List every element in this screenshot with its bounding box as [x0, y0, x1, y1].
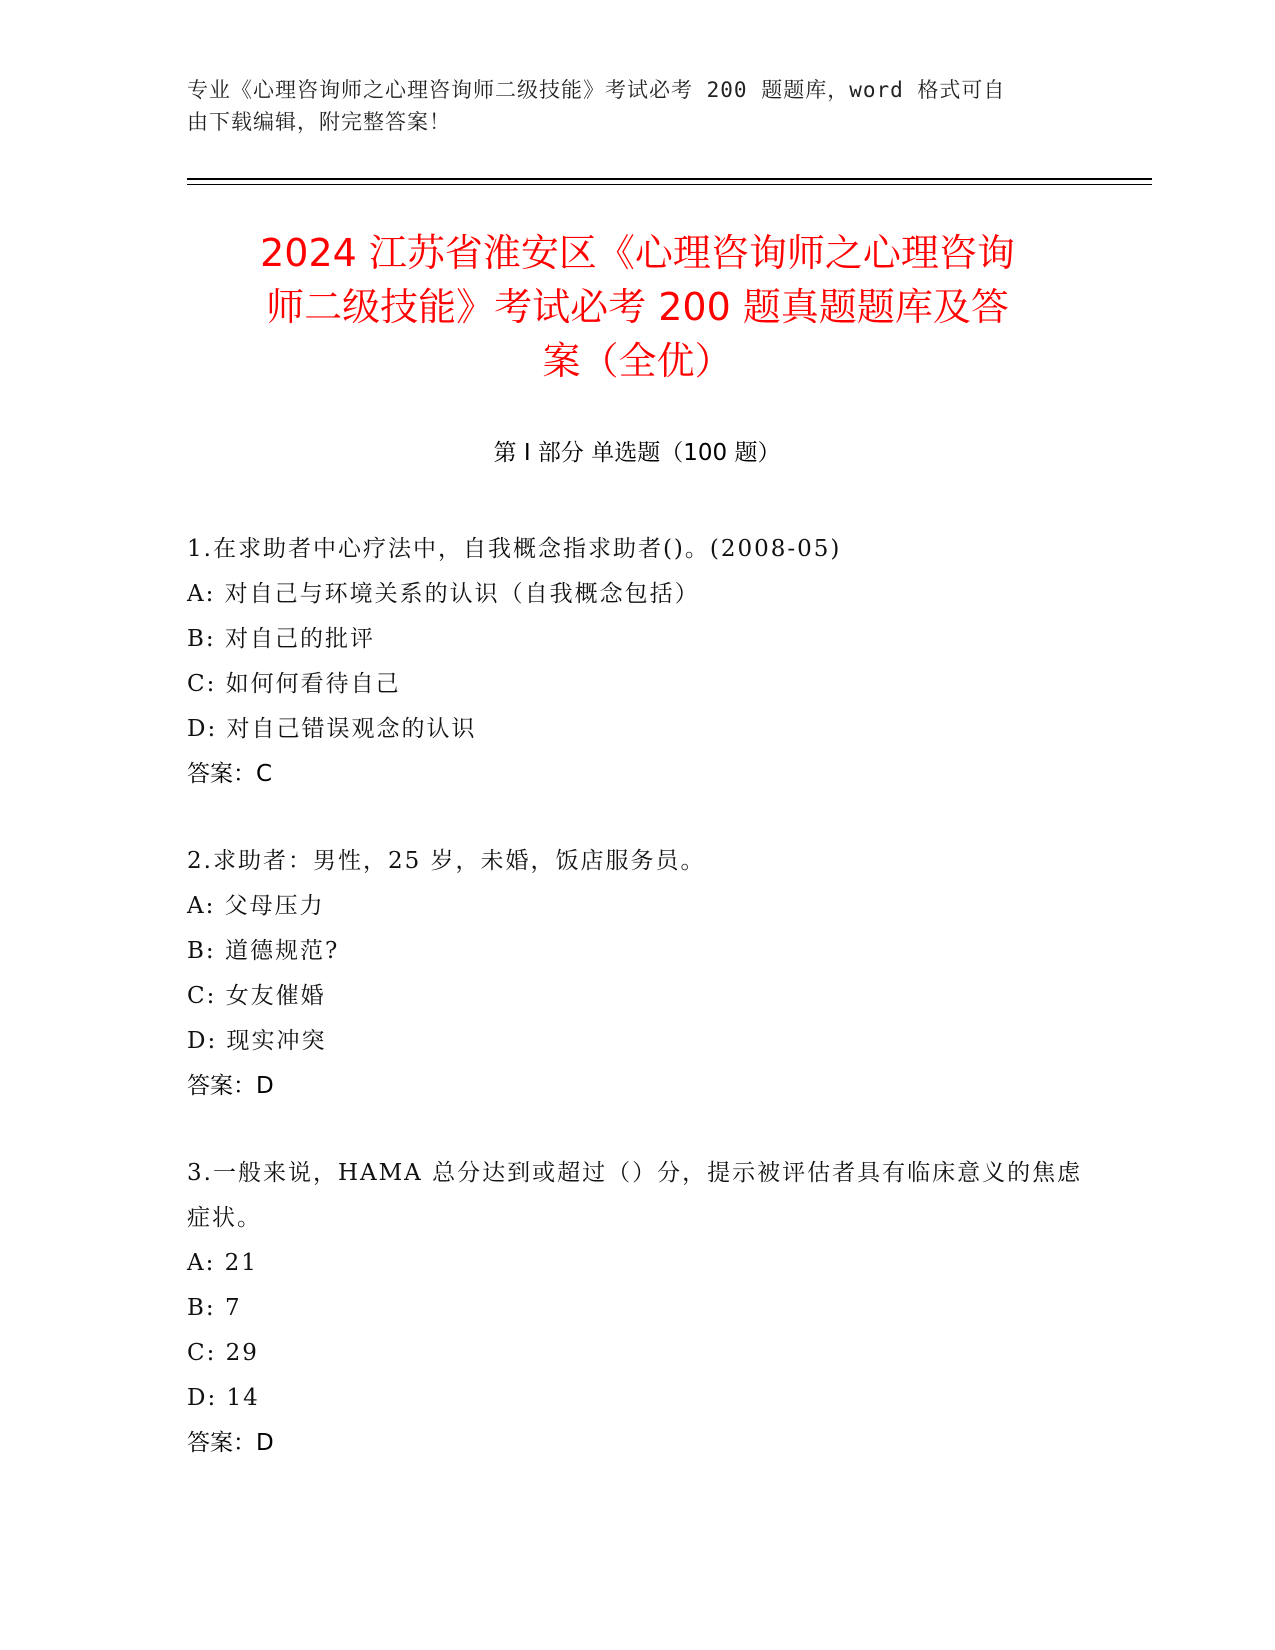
header-note	[187, 74, 1087, 138]
option-b: B: 对自己的批评	[187, 626, 375, 652]
option-b: B: 7	[187, 1295, 242, 1321]
option-d: D: 14	[187, 1385, 260, 1411]
header-divider-thick	[187, 178, 1152, 180]
option-d: D: 对自己错误观念的认识	[187, 716, 477, 742]
answer-line: 答案：C	[187, 761, 273, 787]
option-c: C: 29	[187, 1340, 259, 1366]
option-c: C: 如何何看待自己	[187, 671, 401, 697]
option-a: A: 对自己与环境关系的认识（自我概念包括）	[187, 581, 700, 607]
option-b: B: 道德规范?	[187, 938, 340, 964]
title-line: 案（全优）	[542, 339, 733, 383]
answer-line: 答案：D	[187, 1073, 274, 1099]
question-list	[187, 527, 1097, 1508]
question-item	[187, 1151, 1097, 1466]
title-line: 2024 江苏省淮安区《心理咨询师之心理咨询	[260, 231, 1015, 275]
header-note-line: 由下载编辑，附完整答案！	[187, 110, 451, 134]
option-a: A: 父母压力	[187, 893, 325, 919]
question-stem: 2.求助者：男性，25 岁，未婚，饭店服务员。	[187, 848, 706, 874]
title-line: 师二级技能》考试必考 200 题真题题库及答	[266, 285, 1009, 329]
question-stem: 1.在求助者中心疗法中，自我概念指求助者()。(2008-05)	[187, 536, 842, 562]
section-heading: 第 I 部分 单选题（100 题）	[493, 440, 781, 466]
answer-line: 答案：D	[187, 1430, 274, 1456]
question-item	[187, 527, 1097, 797]
option-d: D: 现实冲突	[187, 1028, 327, 1054]
question-item	[187, 839, 1097, 1109]
header-note-line: 专业《心理咨询师之心理咨询师二级技能》考试必考 200 题题库，word 格式可自	[187, 78, 1006, 102]
question-stem: 3.一般来说，HAMA 总分达到或超过（）分，提示被评估者具有临床意义的焦虑症状。	[187, 1160, 1083, 1231]
option-a: A: 21	[187, 1250, 258, 1276]
header-divider-thin	[187, 184, 1152, 185]
document-title	[175, 226, 1100, 388]
option-c: C: 女友催婚	[187, 983, 326, 1009]
